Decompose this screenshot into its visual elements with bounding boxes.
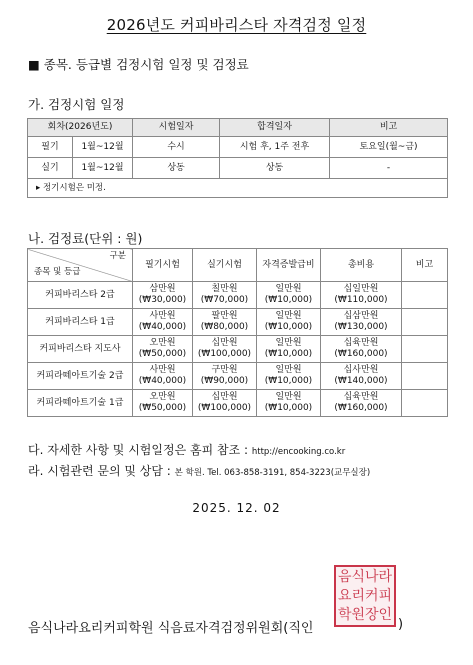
section-heading-main: ■ 종목. 등급별 검정시험 일정 및 검정료 [28,57,249,72]
fees-corner-bottom: 종목 및 등급 [34,267,81,277]
info-homepage-label: 다. 자세한 사항 및 시험일정은 홈피 참조 : [28,443,252,457]
fee-cell [321,363,402,390]
fee-cell [193,336,257,363]
fee-amount-number: (₩160,000) [334,349,388,359]
fee-cell [133,336,193,363]
schedule-row-practical [28,158,448,179]
schedule-note: ▸ 정기시험은 미정. [28,179,448,198]
fee-cell [321,309,402,336]
fee-cell [133,390,193,417]
issuer-close-paren: ) [398,617,404,632]
fee-cell [257,390,321,417]
table-row [28,336,448,363]
homepage-url: http://encooking.co.kr [251,447,346,457]
fee-amount-number: (₩80,000) [200,322,249,332]
fee-remark-cell [402,336,448,363]
fee-cell [133,282,193,309]
fee-amount-number: (₩10,000) [264,376,313,386]
table-cell: 시험 후, 1주 전후 [220,137,330,158]
fee-amount-number: (₩90,000) [200,376,249,386]
fee-amount-words: 십육만원 [343,338,379,348]
table-row [28,363,448,390]
fee-amount-words: 삼만원 [149,284,176,294]
table-cell: 상동 [133,158,220,179]
fee-amount-words: 십육만원 [343,392,379,402]
fee-amount-number: (₩100,000) [197,349,252,359]
fee-cell [133,309,193,336]
fees-table [27,248,448,417]
schedule-note-row [28,179,448,198]
fee-amount-words: 오만원 [149,338,176,348]
fee-cell [257,336,321,363]
contact-detail: 본 학원. Tel. 063-858-3191, 854-3223(교무실장) [174,468,371,478]
schedule-header-exam-date: 시험일자 [133,119,220,137]
fee-remark-cell [402,390,448,417]
seal-line: 요리커피 [337,587,393,604]
fee-amount-number: (₩10,000) [264,403,313,413]
table-cell: 상동 [220,158,330,179]
page-title: 2026년도 커피바리스타 자격검정 일정 [106,16,367,34]
info-contact [28,462,370,479]
fee-cell [321,390,402,417]
fee-amount-number: (₩100,000) [197,403,252,413]
official-seal [334,565,396,627]
fee-amount-words: 사만원 [149,311,176,321]
seal-line: 음식나라 [337,568,393,585]
fee-cell [133,363,193,390]
fee-amount-words: 구만원 [211,365,238,375]
fees-corner-top: 구분 [109,251,126,261]
fee-cell [193,390,257,417]
fee-cell [257,363,321,390]
fee-amount-words: 일만원 [275,338,302,348]
table-cell: 실기 [28,158,73,179]
fee-amount-words: 십만원 [211,338,238,348]
fee-cell [193,282,257,309]
fee-cell [321,336,402,363]
fee-amount-number: (₩70,000) [200,295,249,305]
fee-cell [257,309,321,336]
fee-amount-words: 십삼만원 [343,311,379,321]
info-homepage [28,441,345,458]
fee-amount-words: 오만원 [149,392,176,402]
fee-amount-words: 사만원 [149,365,176,375]
table-cell: - [330,158,448,179]
fee-cell [193,363,257,390]
fee-amount-number: (₩10,000) [264,349,313,359]
fees-header-written: 필기시험 [133,249,193,282]
table-cell: 토요일(월~금) [330,137,448,158]
fee-remark-cell [402,309,448,336]
fee-amount-words: 팔만원 [211,311,238,321]
section-heading-schedule: 가. 검정시험 일정 [28,97,125,112]
issuer-name: 음식나라요리커피학원 식음료자격검정위원회(직인 [28,621,314,636]
table-cell: 1월~12월 [73,158,133,179]
fee-amount-number: (₩130,000) [334,322,388,332]
schedule-row-written [28,137,448,158]
fee-amount-number: (₩40,000) [138,322,187,332]
issue-date: 2025. 12. 02 [192,501,281,515]
fee-amount-words: 십일만원 [343,284,379,294]
section-heading-fees: 나. 검정료(단위 : 원) [28,231,143,246]
fee-item-name: 커피라떼아트기술 2급 [28,363,133,390]
table-row [28,309,448,336]
fee-amount-number: (₩40,000) [138,376,187,386]
schedule-table [27,118,448,198]
fee-remark-cell [402,363,448,390]
fee-amount-words: 일만원 [275,365,302,375]
fees-header-practical: 실기시험 [193,249,257,282]
fees-header-remark: 비고 [402,249,448,282]
fee-item-name: 커피라떼아트기술 1급 [28,390,133,417]
fee-item-name: 커피바리스타 2급 [28,282,133,309]
seal-line: 학원장인 [337,606,393,623]
fee-cell [321,282,402,309]
fee-amount-words: 칠만원 [211,284,238,294]
schedule-header-remark: 비고 [330,119,448,137]
table-cell: 수시 [133,137,220,158]
table-row [28,390,448,417]
fee-item-name: 커피바리스타 1급 [28,309,133,336]
fee-remark-cell [402,282,448,309]
fee-amount-number: (₩50,000) [138,403,187,413]
fees-header-total: 총비용 [321,249,402,282]
fee-cell [257,282,321,309]
fee-amount-words: 일만원 [275,311,302,321]
fee-amount-number: (₩10,000) [264,295,313,305]
schedule-header-round: 회차(2026년도) [28,119,133,137]
fee-amount-number: (₩160,000) [334,403,388,413]
table-cell: 필기 [28,137,73,158]
fee-amount-number: (₩10,000) [264,322,313,332]
fees-body [28,282,448,417]
fees-corner-cell [28,249,133,282]
fee-amount-words: 십사만원 [343,365,379,375]
fee-amount-number: (₩110,000) [334,295,388,305]
fee-cell [193,309,257,336]
schedule-header-pass-date: 합격일자 [220,119,330,137]
fee-amount-number: (₩140,000) [334,376,388,386]
table-row [28,282,448,309]
schedule-header-row [28,119,448,137]
fees-header-certificate: 자격증발급비 [257,249,321,282]
fees-header-row [28,249,448,282]
fee-amount-words: 일만원 [275,284,302,294]
fee-amount-number: (₩50,000) [138,349,187,359]
fee-item-name: 커피바리스타 지도사 [28,336,133,363]
info-contact-label: 라. 시험관련 문의 및 상담 : [28,464,175,478]
fee-amount-words: 일만원 [275,392,302,402]
fee-amount-words: 십만원 [211,392,238,402]
fee-amount-number: (₩30,000) [138,295,187,305]
table-cell: 1월~12월 [73,137,133,158]
